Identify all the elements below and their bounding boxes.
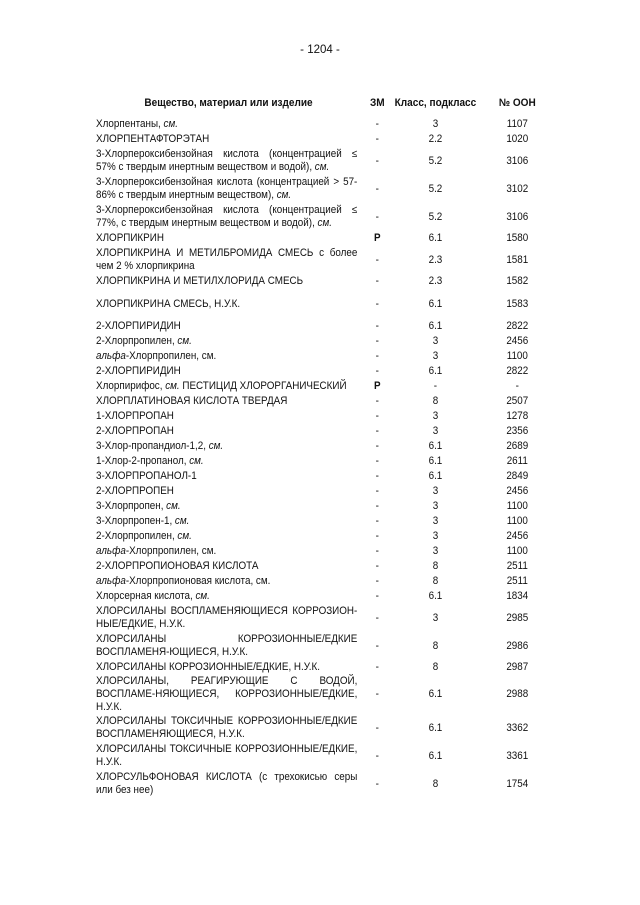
substance-name xyxy=(96,675,361,714)
substance-name xyxy=(96,499,361,514)
substance-name xyxy=(96,409,361,424)
un-number-cell: 2822 xyxy=(506,365,529,377)
substance-name xyxy=(96,289,361,319)
substance-name-text: ХЛОРПЕНТАФТОРЭТАН xyxy=(96,133,210,145)
substance-name-text: 2-ХЛОРПРОПЕН xyxy=(96,485,174,497)
un-number-cell: 1100 xyxy=(506,515,528,527)
un-number-cell: 1100 xyxy=(506,350,528,362)
table-body xyxy=(96,117,557,798)
un-number-cell: 2822 xyxy=(506,320,529,332)
zm-cell: - xyxy=(375,515,379,527)
zm-cell: - xyxy=(375,275,379,287)
substance-table xyxy=(96,89,557,798)
un-number-cell: 1020 xyxy=(506,133,529,145)
substance-name-text: 1-Хлор-2-пропанол, xyxy=(96,455,190,467)
substance-name xyxy=(96,439,361,454)
substance-name-text: ХЛОРСИЛАНЫ ТОКСИЧНЫЕ КОРРОЗИОННЫЕ/ЕДКИЕ, Н.У.К. xyxy=(96,743,358,768)
substance-name-text: 2-Хлорпропилен, xyxy=(96,335,178,347)
substance-name-text: 3-Хлор-пропандиол-1,2, xyxy=(96,440,209,452)
un-number-cell: 2611 xyxy=(506,455,528,467)
table-row xyxy=(96,274,557,289)
un-number-cell: 2356 xyxy=(506,425,529,437)
header-un-number: № ООН xyxy=(498,96,536,109)
substance-name-italic: см. xyxy=(166,500,181,512)
substance-name xyxy=(96,147,361,175)
class-cell: 6.1 xyxy=(428,590,443,602)
table-row xyxy=(96,319,557,334)
substance-name xyxy=(96,454,361,469)
table-header-row xyxy=(96,89,557,117)
substance-name xyxy=(96,559,361,574)
zm-cell: - xyxy=(375,350,379,362)
un-number-cell: 2849 xyxy=(506,470,529,482)
substance-name xyxy=(96,246,361,274)
class-cell: 6.1 xyxy=(428,688,443,700)
substance-name-suffix: ПЕСТИЦИД ХЛОРОРГАНИЧЕСКИЙ xyxy=(179,380,347,392)
zm-cell: Р xyxy=(374,232,381,244)
table-row xyxy=(96,132,557,147)
substance-name xyxy=(96,203,361,231)
table-row xyxy=(96,544,557,559)
table-row xyxy=(96,604,557,632)
substance-name xyxy=(96,632,361,660)
un-number-cell: 1100 xyxy=(506,545,528,557)
table-row xyxy=(96,379,557,394)
substance-name-text: ХЛОРПИКРИН xyxy=(96,232,164,244)
class-cell: 2.2 xyxy=(428,133,443,145)
class-cell: 3 xyxy=(432,335,439,347)
un-number-cell: 1580 xyxy=(506,232,529,244)
table-row xyxy=(96,203,557,231)
substance-name-text: ХЛОРПИКРИНА И МЕТИЛБРОМИДА СМЕСЬ с более чем 2 % хлорпикрина xyxy=(96,247,358,272)
table-row xyxy=(96,514,557,529)
substance-name-text: ХЛОРПИКРИНА СМЕСЬ, Н.У.К. xyxy=(96,297,241,310)
header-substance: Вещество, материал или изделие xyxy=(144,96,313,109)
class-cell: 6.1 xyxy=(428,721,443,734)
un-number-cell: 3362 xyxy=(506,721,529,734)
zm-cell: - xyxy=(375,749,379,762)
un-number-cell: 3106 xyxy=(506,210,529,223)
class-cell: 5.2 xyxy=(428,210,443,223)
substance-name-text: 2-Хлорпропилен, xyxy=(96,530,178,542)
class-cell: 6.1 xyxy=(428,365,443,377)
substance-name-italic: см. xyxy=(163,118,178,130)
substance-name xyxy=(96,714,361,742)
un-number-cell: 1754 xyxy=(506,777,529,790)
zm-cell: - xyxy=(375,410,379,422)
substance-name xyxy=(96,364,361,379)
substance-name-italic: см. xyxy=(276,189,292,201)
substance-name-suffix: -Хлорпропилен, см. xyxy=(125,545,217,557)
un-number-cell: 1582 xyxy=(506,275,529,287)
table-row xyxy=(96,394,557,409)
zm-cell: - xyxy=(375,611,379,624)
zm-cell: - xyxy=(375,545,379,557)
substance-name xyxy=(96,231,361,246)
class-cell: 8 xyxy=(432,395,439,407)
zm-cell: - xyxy=(375,118,379,130)
table-row xyxy=(96,675,557,714)
zm-cell: - xyxy=(375,365,379,377)
un-number-cell: 3102 xyxy=(506,182,529,195)
substance-name-italic: альфа xyxy=(96,350,126,362)
substance-name-text: ХЛОРСИЛАНЫ КОРРОЗИОННЫЕ/ЕДКИЕ, Н.У.К. xyxy=(96,661,320,673)
zm-cell: - xyxy=(375,688,379,700)
zm-cell: - xyxy=(375,133,379,145)
table-row xyxy=(96,589,557,604)
class-cell: 5.2 xyxy=(428,154,443,167)
substance-name-italic: см. xyxy=(177,530,192,542)
substance-name-text: 2-ХЛОРПРОПИОНОВАЯ КИСЛОТА xyxy=(96,560,259,572)
class-cell: 6.1 xyxy=(428,297,443,310)
table-row xyxy=(96,231,557,246)
substance-name-italic: см. xyxy=(165,380,180,392)
substance-name-text: ХЛОРСИЛАНЫ ВОСПЛАМЕНЯЮЩИЕСЯ КОРРОЗИОН-НЫЕ/ЕДКИЕ, Н.У.К. xyxy=(96,605,358,630)
un-number-cell: 2689 xyxy=(506,440,529,452)
substance-name xyxy=(96,742,361,770)
substance-name-suffix: -Хлорпропионовая кислота, см. xyxy=(125,575,271,587)
zm-cell: - xyxy=(375,777,379,790)
table-row xyxy=(96,559,557,574)
table-row xyxy=(96,529,557,544)
table-row xyxy=(96,409,557,424)
zm-cell: - xyxy=(375,425,379,437)
class-cell: 2.3 xyxy=(428,275,443,287)
zm-cell: - xyxy=(375,210,379,223)
zm-cell: - xyxy=(375,440,379,452)
substance-name-italic: см. xyxy=(208,440,224,452)
un-number-cell: 3106 xyxy=(506,154,529,167)
class-cell: 3 xyxy=(432,410,439,422)
substance-name-italic: см. xyxy=(174,515,190,527)
substance-name xyxy=(96,469,361,484)
substance-name-text: Хлорпентаны, xyxy=(96,118,164,130)
class-cell: 8 xyxy=(432,661,439,673)
un-number-cell: 2507 xyxy=(506,395,529,407)
class-cell: 3 xyxy=(432,500,439,512)
zm-cell: - xyxy=(375,560,379,572)
substance-name-text: 3-Хлорпероксибензойная кислота (концентрацией ≤ 57% с твердым инертным веществом и водой), xyxy=(96,148,358,173)
table-row xyxy=(96,574,557,589)
zm-cell: - xyxy=(375,485,379,497)
class-cell: 8 xyxy=(432,575,439,587)
table-row xyxy=(96,484,557,499)
substance-name-text: 2-ХЛОРПИРИДИН xyxy=(96,365,181,377)
un-number-cell: 2987 xyxy=(506,661,529,673)
substance-name xyxy=(96,574,361,589)
un-number-cell: 1107 xyxy=(506,118,528,130)
zm-cell: Р xyxy=(374,380,381,392)
class-cell: 6.1 xyxy=(428,455,443,467)
zm-cell: - xyxy=(375,297,379,310)
table-row xyxy=(96,660,557,675)
zm-cell: - xyxy=(375,721,379,734)
substance-name xyxy=(96,544,361,559)
page-number: - 1204 - xyxy=(300,44,340,56)
substance-name xyxy=(96,274,361,289)
substance-name-italic: см. xyxy=(177,335,192,347)
substance-name-text: Хлорпирифос, xyxy=(96,380,166,392)
header-class: Класс, подкласс xyxy=(394,96,477,109)
table-row xyxy=(96,424,557,439)
zm-cell: - xyxy=(375,661,379,673)
substance-name xyxy=(96,175,361,203)
zm-cell: - xyxy=(375,455,379,467)
un-number-cell: 2988 xyxy=(506,688,529,700)
table-row xyxy=(96,469,557,484)
zm-cell: - xyxy=(375,320,379,332)
table-row xyxy=(96,454,557,469)
substance-name-italic: альфа xyxy=(96,545,126,557)
class-cell: 5.2 xyxy=(428,182,443,195)
substance-name-text: 3-Хлорпероксибензойная кислота (концентрацией > 57-86% с твердым инертным веществом), xyxy=(96,176,358,201)
class-cell: 6.1 xyxy=(428,470,443,482)
table-row xyxy=(96,439,557,454)
table-row xyxy=(96,632,557,660)
substance-name xyxy=(96,770,361,798)
substance-name-text: ХЛОРСУЛЬФОНОВАЯ КИСЛОТА (с трехокисью серы или без нее) xyxy=(96,771,358,796)
substance-name-suffix: -Хлорпропилен, см. xyxy=(125,350,217,362)
un-number-cell: 2511 xyxy=(506,575,528,587)
substance-name xyxy=(96,117,361,132)
class-cell: 8 xyxy=(432,639,439,652)
class-cell: - xyxy=(433,380,438,392)
class-cell: 8 xyxy=(432,560,439,572)
table-row xyxy=(96,175,557,203)
substance-name-text: 3-Хлорпропен-1, xyxy=(96,515,175,527)
substance-name xyxy=(96,394,361,409)
class-cell: 6.1 xyxy=(428,440,443,452)
substance-name-italic: см. xyxy=(189,455,204,467)
class-cell: 3 xyxy=(432,350,439,362)
un-number-cell: 1834 xyxy=(506,590,529,602)
substance-name xyxy=(96,484,361,499)
substance-name-text: ХЛОРПИКРИНА И МЕТИЛХЛОРИДА СМЕСЬ xyxy=(96,275,304,287)
substance-name xyxy=(96,334,361,349)
table-row xyxy=(96,334,557,349)
substance-name-italic: см. xyxy=(195,590,210,602)
table-row xyxy=(96,364,557,379)
un-number-cell: - xyxy=(515,380,519,392)
substance-name-italic: см. xyxy=(314,161,330,173)
substance-name-text: 2-ХЛОРПИРИДИН xyxy=(96,320,181,332)
table-row xyxy=(96,349,557,364)
zm-cell: - xyxy=(375,182,379,195)
substance-name-italic: см. xyxy=(317,217,332,229)
substance-name xyxy=(96,514,361,529)
un-number-cell: 1278 xyxy=(506,410,529,422)
substance-name-text: 1-ХЛОРПРОПАН xyxy=(96,410,174,422)
substance-name-italic: альфа xyxy=(96,575,126,587)
class-cell: 8 xyxy=(432,777,439,790)
substance-name-text: 3-Хлорпропен, xyxy=(96,500,167,512)
substance-name xyxy=(96,349,361,364)
substance-name-text: ХЛОРСИЛАНЫ ТОКСИЧНЫЕ КОРРОЗИОННЫЕ/ЕДКИЕ ВОСПЛАМЕНЯЮЩИЕСЯ, Н.У.К. xyxy=(96,715,358,740)
substance-name xyxy=(96,660,361,675)
table-row xyxy=(96,714,557,742)
table-row xyxy=(96,117,557,132)
un-number-cell: 2456 xyxy=(506,485,529,497)
un-number-cell: 1100 xyxy=(506,500,528,512)
class-cell: 6.1 xyxy=(428,749,443,762)
class-cell: 3 xyxy=(432,515,439,527)
substance-name xyxy=(96,589,361,604)
table-row xyxy=(96,742,557,770)
substance-name-text: 3-Хлорпероксибензойная кислота (концентрацией ≤ 77%, с твердым инертным веществом и водой), xyxy=(96,204,358,229)
table-row xyxy=(96,770,557,798)
substance-name xyxy=(96,529,361,544)
zm-cell: - xyxy=(375,530,379,542)
substance-name xyxy=(96,424,361,439)
substance-name xyxy=(96,132,361,147)
class-cell: 3 xyxy=(432,611,439,624)
substance-name-text: 3-ХЛОРПРОПАНОЛ-1 xyxy=(96,470,197,482)
table-row xyxy=(96,289,557,319)
zm-cell: - xyxy=(375,253,379,266)
substance-name xyxy=(96,379,361,394)
table-row xyxy=(96,246,557,274)
un-number-cell: 3361 xyxy=(506,749,529,762)
substance-name xyxy=(96,319,361,334)
table-row xyxy=(96,147,557,175)
un-number-cell: 1583 xyxy=(506,297,529,310)
class-cell: 3 xyxy=(432,118,439,130)
un-number-cell: 2986 xyxy=(506,639,529,652)
substance-name-text: Хлорсерная кислота, xyxy=(96,590,196,602)
un-number-cell: 2985 xyxy=(506,611,529,624)
zm-cell: - xyxy=(375,395,379,407)
class-cell: 6.1 xyxy=(428,232,443,244)
zm-cell: - xyxy=(375,500,379,512)
zm-cell: - xyxy=(375,154,379,167)
un-number-cell: 1581 xyxy=(506,253,529,266)
zm-cell: - xyxy=(375,590,379,602)
class-cell: 3 xyxy=(432,485,439,497)
un-number-cell: 2456 xyxy=(506,530,529,542)
class-cell: 6.1 xyxy=(428,320,443,332)
zm-cell: - xyxy=(375,470,379,482)
un-number-cell: 2456 xyxy=(506,335,529,347)
zm-cell: - xyxy=(375,575,379,587)
substance-name-text: ХЛОРСИЛАНЫ, РЕАГИРУЮЩИЕ С ВОДОЙ, ВОСПЛАМЕ-НЯЮЩИЕСЯ, КОРРОЗИОННЫЕ/ЕДКИЕ, Н.У.К. xyxy=(96,675,358,713)
un-number-cell: 2511 xyxy=(506,560,528,572)
substance-name xyxy=(96,604,361,632)
class-cell: 3 xyxy=(432,545,439,557)
zm-cell: - xyxy=(375,639,379,652)
substance-name-text: ХЛОРПЛАТИНОВАЯ КИСЛОТА ТВЕРДАЯ xyxy=(96,395,288,407)
table-row xyxy=(96,499,557,514)
class-cell: 3 xyxy=(432,530,439,542)
substance-name-text: ХЛОРСИЛАНЫ КОРРОЗИОННЫЕ/ЕДКИЕ ВОСПЛАМЕНЯ-ЮЩИЕСЯ, Н.У.К. xyxy=(96,633,358,658)
class-cell: 3 xyxy=(432,425,439,437)
header-zm: ЗМ xyxy=(369,96,385,109)
zm-cell: - xyxy=(375,335,379,347)
substance-name-text: 2-ХЛОРПРОПАН xyxy=(96,425,174,437)
class-cell: 2.3 xyxy=(428,253,443,266)
